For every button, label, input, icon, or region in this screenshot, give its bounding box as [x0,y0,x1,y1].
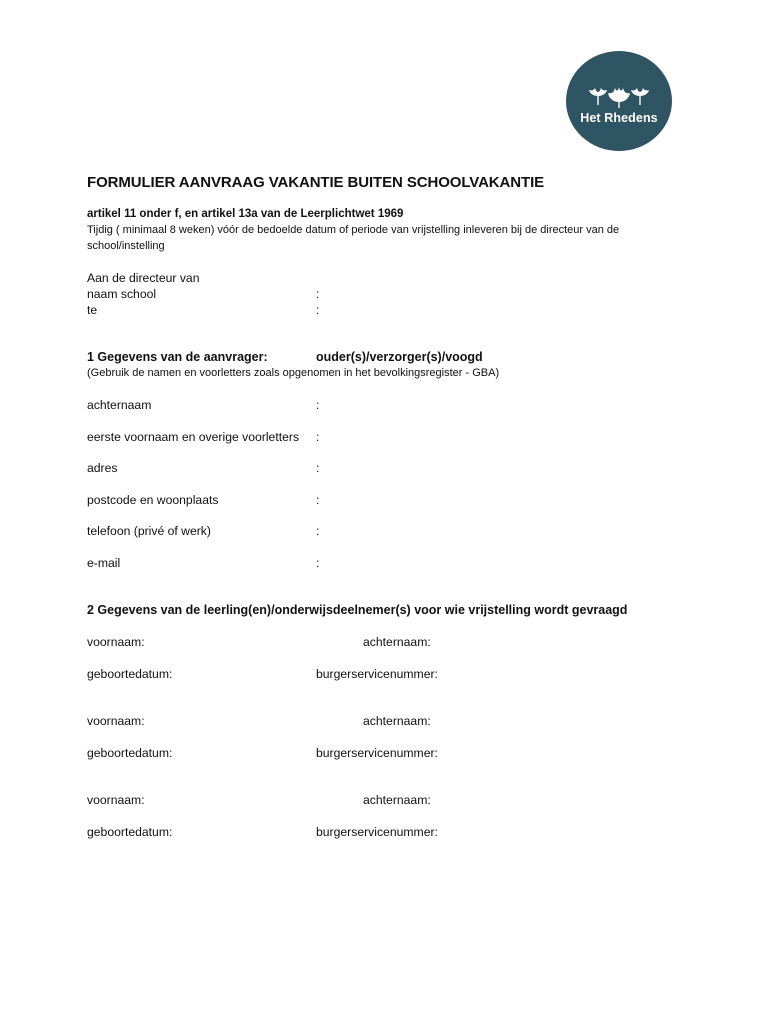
field-colon: : [316,556,320,570]
student3-voornaam-label: voornaam: [87,793,145,807]
section2-heading: 2 Gegevens van de leerling(en)/onderwijsdeelnemer(s) voor wie vrijstelling wordt gevraagd [87,603,628,617]
page-title: FORMULIER AANVRAAG VAKANTIE BUITEN SCHOOLVAKANTIE [87,174,545,191]
field-colon: : [316,461,320,475]
field-label-voornaam: eerste voornaam en overige voorletters [87,430,300,444]
logo-text: Het Rhedens [580,111,658,125]
article-reference: artikel 11 onder f, en artikel 13a van de Leerplichtwet 1969 [87,208,404,220]
student3-achternaam-label: achternaam: [363,793,431,807]
school-name-label: naam school [87,287,157,301]
field-label-postcode: postcode en woonplaats [87,493,219,507]
student2-voornaam-label: voornaam: [87,714,145,728]
student3-bsn-label: burgerservicenummer: [316,825,438,839]
field-colon: : [316,493,320,507]
field-label-adres: adres [87,461,118,475]
school-name-colon: : [316,287,320,301]
student1-geboortedatum-label: geboortedatum: [87,667,173,681]
student1-bsn-label: burgerservicenummer: [316,667,438,681]
te-colon: : [316,303,320,317]
school-logo [566,51,672,151]
section1-note: (Gebruik de namen en voorletters zoals opgenomen in het bevolkingsregister - GBA) [87,367,500,379]
field-colon: : [316,524,320,538]
field-colon: : [316,430,320,444]
field-label-achternaam: achternaam [87,398,152,412]
te-label: te [87,303,98,317]
field-colon: : [316,398,320,412]
section1-heading: 1 Gegevens van de aanvrager: [87,350,268,364]
instruction-line-1: Tijdig ( minimaal 8 weken) vóór de bedoelde datum of periode van vrijstelling inleveren bij de directeur van de [87,224,620,236]
section1-heading-right: ouder(s)/verzorger(s)/voogd [316,350,483,364]
student2-geboortedatum-label: geboortedatum: [87,746,173,760]
leaves-icon [584,83,654,109]
addressee-line: Aan de directeur van [87,271,200,285]
student2-achternaam-label: achternaam: [363,714,431,728]
student3-geboortedatum-label: geboortedatum: [87,825,173,839]
student1-achternaam-label: achternaam: [363,635,431,649]
field-label-telefoon: telefoon (privé of werk) [87,524,211,538]
student2-bsn-label: burgerservicenummer: [316,746,438,760]
instruction-line-2: school/instelling [87,240,165,252]
student1-voornaam-label: voornaam: [87,635,145,649]
field-label-email: e-mail [87,556,121,570]
